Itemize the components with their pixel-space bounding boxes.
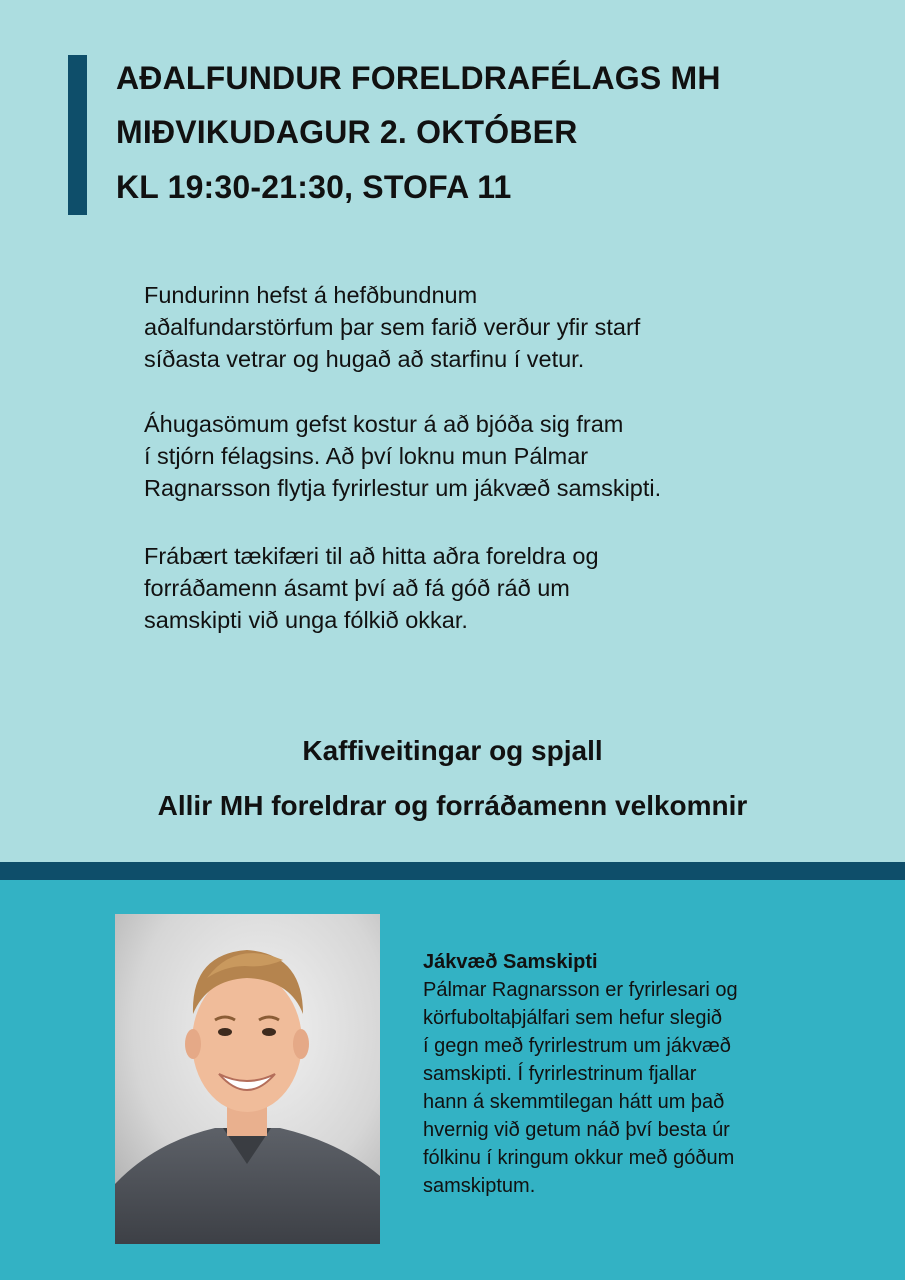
paragraph-opportunity xyxy=(144,540,784,636)
paragraph-board xyxy=(144,408,784,504)
bio-line: hvernig við getum náð því besta úr xyxy=(423,1119,730,1141)
bio-line: samskipti. Í fyrirlestrinum fjallar xyxy=(423,1063,697,1085)
paragraph-line: í stjórn félagsins. Að því loknu mun Pálmar xyxy=(144,443,589,469)
refreshments-note: Kaffiveitingar og spjall xyxy=(302,735,603,766)
paragraph-line: Fundurinn hefst á hefðbundnum xyxy=(144,282,478,308)
paragraph-line: samskipti við unga fólkið okkar. xyxy=(144,607,468,633)
paragraph-line: Áhugasömum gefst kostur á að bjóða sig fram xyxy=(144,411,624,437)
welcome-note: Allir MH foreldrar og forráðamenn velkomnir xyxy=(157,790,748,821)
paragraph-line: Ragnarsson flytja fyrirlestur um jákvæð samskipti. xyxy=(144,475,662,501)
paragraph-line: forráðamenn ásamt því að fá góð ráð um xyxy=(144,575,570,601)
paragraph-line: síðasta vetrar og hugað að starfinu í vetur. xyxy=(144,346,585,372)
bio-line: samskiptum. xyxy=(423,1175,536,1197)
event-title: AÐALFUNDUR FORELDRAFÉLAGS MH xyxy=(116,60,721,96)
speaker-bio xyxy=(423,948,863,1200)
speaker-talk-title: Jákvæð Samskipti xyxy=(423,951,598,973)
bio-line: Pálmar Ragnarsson er fyrirlesari og xyxy=(423,979,738,1001)
event-date: MIÐVIKUDAGUR 2. OKTÓBER xyxy=(116,114,578,150)
event-time-location: KL 19:30-21:30, STOFA 11 xyxy=(116,169,512,205)
bio-line: körfuboltaþjálfari sem hefur slegið xyxy=(423,1007,723,1029)
paragraph-line: Frábært tækifæri til að hitta aðra foreldra og xyxy=(144,543,599,569)
paragraph-line: aðalfundarstörfum þar sem farið verður yfir starf xyxy=(144,314,641,340)
accent-bar xyxy=(68,55,87,215)
paragraph-agenda xyxy=(144,279,784,375)
speaker-portrait-image xyxy=(115,914,380,1244)
bio-line: fólkinu í kringum okkur með góðum xyxy=(423,1147,735,1169)
bio-line: í gegn með fyrirlestrum um jákvæð xyxy=(423,1035,731,1057)
bio-line: hann á skemmtilegan hátt um það xyxy=(423,1091,725,1113)
section-divider xyxy=(0,862,905,880)
speaker-photo xyxy=(115,914,380,1244)
